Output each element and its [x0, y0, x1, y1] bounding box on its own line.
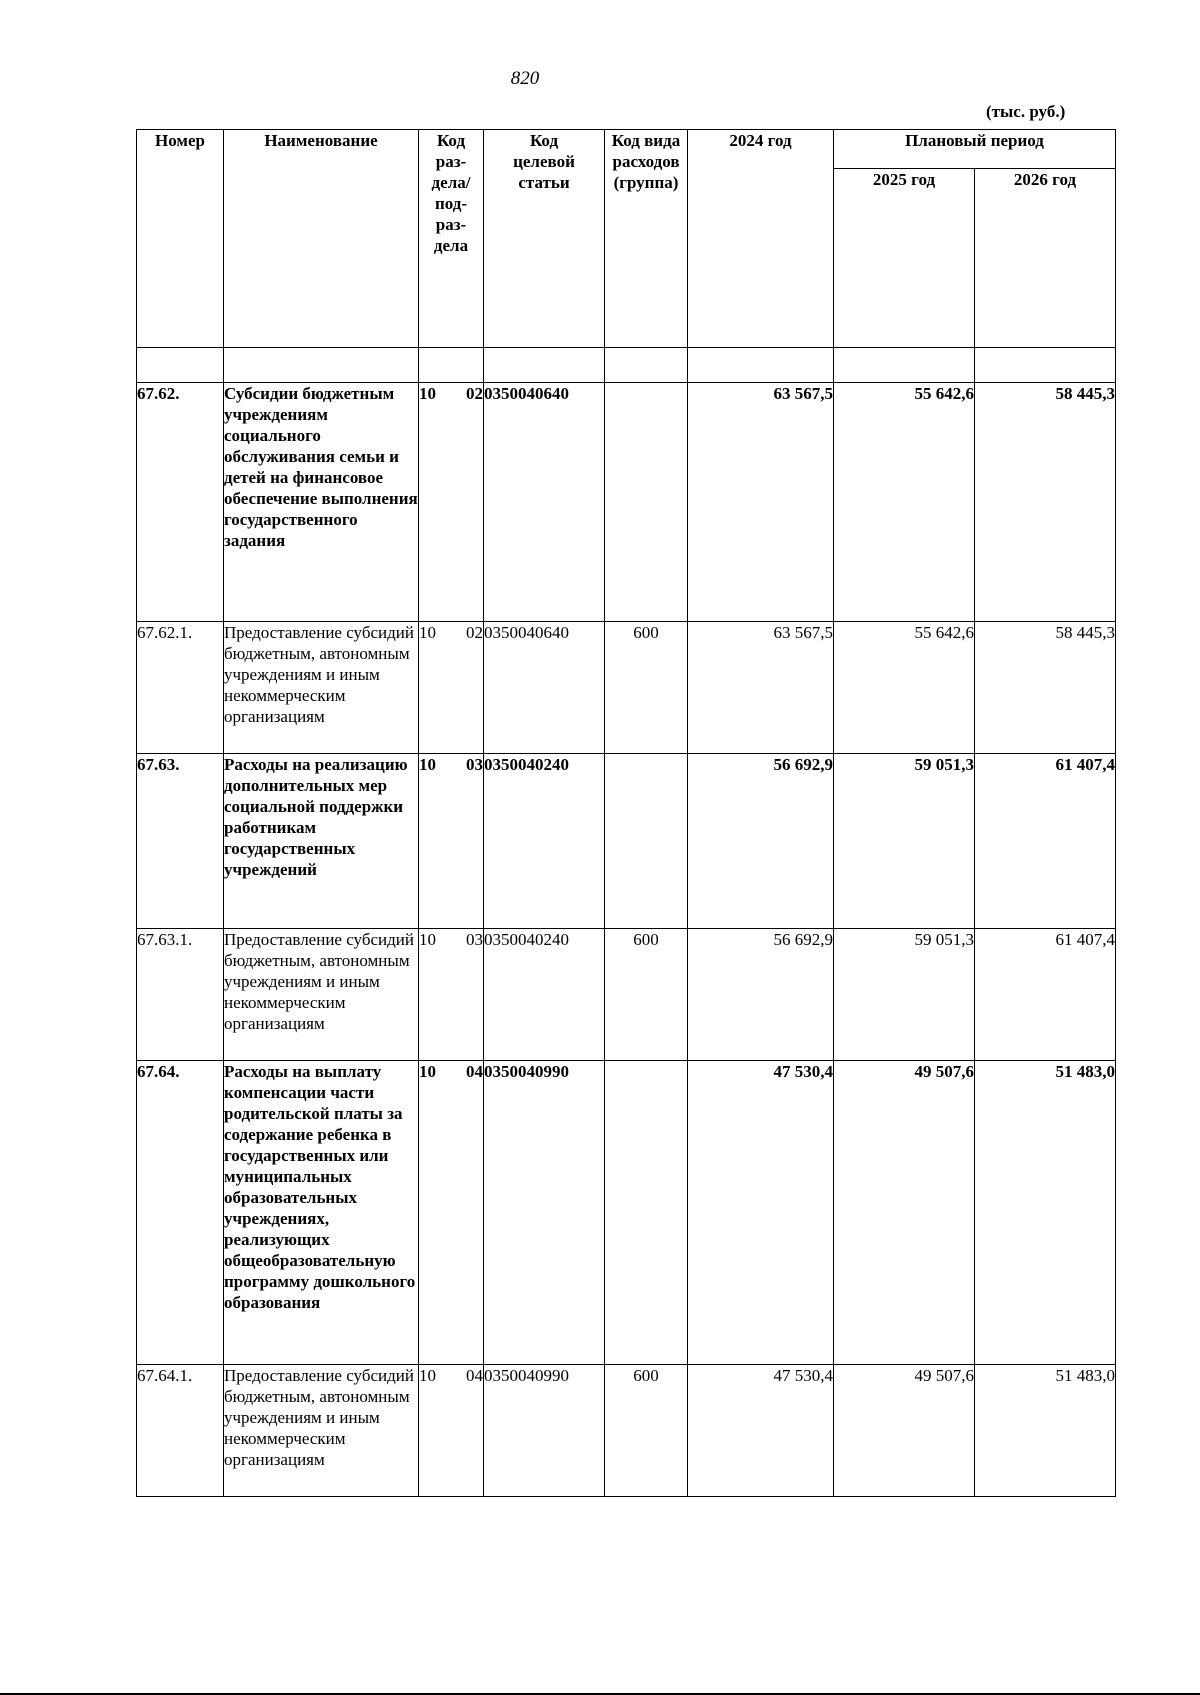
row-number: 67.64.1. [137, 1365, 224, 1497]
page-number: 820 [510, 68, 540, 89]
row-amount-2024: 56 692,9 [688, 754, 834, 929]
header-name: Наименование [224, 130, 419, 348]
row-amount-2026: 51 483,0 [975, 1061, 1116, 1365]
row-number: 67.63.1. [137, 929, 224, 1061]
row-section: 10 [419, 1062, 436, 1081]
row-section: 10 [419, 755, 436, 774]
table-row [137, 1365, 1116, 1497]
row-target-code: 0350040240 [484, 754, 605, 929]
row-number: 67.64. [137, 1061, 224, 1365]
row-name: Предоставление субсидий бюджетным, автономным учреждениям и иным некоммерческим организациям [224, 1365, 419, 1497]
row-section-code [419, 929, 484, 1061]
row-target-code: 0350040640 [484, 383, 605, 622]
header-year-2026: 2026 год [975, 169, 1116, 348]
row-amount-2025: 55 642,6 [834, 383, 975, 622]
blank-row [137, 348, 1116, 383]
row-subsection: 03 [466, 755, 483, 774]
header-target-line: статьи [518, 173, 570, 192]
row-section-code [419, 1365, 484, 1497]
row-amount-2026: 51 483,0 [975, 1365, 1116, 1497]
blank-cell [975, 348, 1116, 383]
header-section-line: раз- [435, 215, 467, 234]
row-amount-2025: 49 507,6 [834, 1061, 975, 1365]
header-expense-type [605, 130, 688, 348]
row-amount-2026: 58 445,3 [975, 383, 1116, 622]
header-expense-line: (группа) [613, 173, 679, 192]
table-row [137, 754, 1116, 929]
row-number: 67.62.1. [137, 622, 224, 754]
row-expense-type: 600 [605, 1365, 688, 1497]
row-amount-2024: 56 692,9 [688, 929, 834, 1061]
header-year-2025: 2025 год [834, 169, 975, 348]
units-label: (тыс. руб.) [986, 102, 1066, 121]
row-amount-2026: 61 407,4 [975, 754, 1116, 929]
row-amount-2025: 59 051,3 [834, 929, 975, 1061]
row-section-code [419, 1061, 484, 1365]
header-year-2024: 2024 год [688, 130, 834, 348]
row-target-code: 0350040640 [484, 622, 605, 754]
row-number: 67.62. [137, 383, 224, 622]
blank-cell [137, 348, 224, 383]
row-expense-type: 600 [605, 622, 688, 754]
header-section-line: дела/ [431, 173, 471, 192]
row-expense-type [605, 754, 688, 929]
header-section-line: дела [433, 236, 469, 255]
row-section: 10 [419, 623, 436, 642]
row-section: 10 [419, 930, 436, 949]
header-target-code [484, 130, 605, 348]
row-name: Субсидии бюджетным учреждениям социального обслуживания семьи и детей на финансовое обеспечение выполнения государственного задания [224, 383, 419, 622]
row-name: Расходы на выплату компенсации части родительской платы за содержание ребенка в государственных или муниципальных образовательных учреждениях, реализующих общеобразовательную программу дошкольного образования [224, 1061, 419, 1365]
header-section-line: раз- [435, 152, 467, 171]
row-name: Предоставление субсидий бюджетным, автономным учреждениям и иным некоммерческим организациям [224, 622, 419, 754]
row-number: 67.63. [137, 754, 224, 929]
row-target-code: 0350040990 [484, 1365, 605, 1497]
row-amount-2024: 47 530,4 [688, 1061, 834, 1365]
row-target-code: 0350040240 [484, 929, 605, 1061]
row-amount-2024: 63 567,5 [688, 622, 834, 754]
header-row [137, 130, 1116, 169]
header-target-line: целевой [513, 152, 575, 171]
table-row [137, 1061, 1116, 1365]
row-name: Расходы на реализацию дополнительных мер социальной поддержки работникам государственных учреждений [224, 754, 419, 929]
row-amount-2025: 59 051,3 [834, 754, 975, 929]
row-name: Предоставление субсидий бюджетным, автономным учреждениям и иным некоммерческим организациям [224, 929, 419, 1061]
blank-cell [605, 348, 688, 383]
header-section-line: Код [436, 131, 466, 150]
blank-cell [688, 348, 834, 383]
row-expense-type [605, 383, 688, 622]
row-amount-2024: 47 530,4 [688, 1365, 834, 1497]
row-section-code [419, 754, 484, 929]
row-expense-type [605, 1061, 688, 1365]
blank-cell [419, 348, 484, 383]
row-subsection: 02 [466, 623, 483, 642]
row-target-code: 0350040990 [484, 1061, 605, 1365]
row-subsection: 02 [466, 384, 483, 403]
table-row [137, 929, 1116, 1061]
table-row [137, 622, 1116, 754]
row-amount-2025: 55 642,6 [834, 622, 975, 754]
row-subsection: 04 [466, 1366, 483, 1385]
row-section: 10 [419, 1366, 436, 1385]
row-section-code [419, 383, 484, 622]
header-number: Номер [137, 130, 224, 348]
row-subsection: 04 [466, 1062, 483, 1081]
table-row [137, 383, 1116, 622]
row-subsection: 03 [466, 930, 483, 949]
blank-cell [484, 348, 605, 383]
blank-cell [224, 348, 419, 383]
row-section: 10 [419, 384, 436, 403]
header-expense-line: Код вида [611, 131, 681, 150]
row-amount-2025: 49 507,6 [834, 1365, 975, 1497]
header-target-line: Код [529, 131, 559, 150]
header-section-line: под- [434, 194, 468, 213]
row-amount-2024: 63 567,5 [688, 383, 834, 622]
row-section-code [419, 622, 484, 754]
header-planned-period: Плановый период [834, 130, 1116, 169]
blank-cell [834, 348, 975, 383]
row-amount-2026: 58 445,3 [975, 622, 1116, 754]
header-section-code [419, 130, 484, 348]
row-expense-type: 600 [605, 929, 688, 1061]
header-expense-line: расходов [612, 152, 680, 171]
budget-table [136, 129, 1116, 1497]
row-amount-2026: 61 407,4 [975, 929, 1116, 1061]
